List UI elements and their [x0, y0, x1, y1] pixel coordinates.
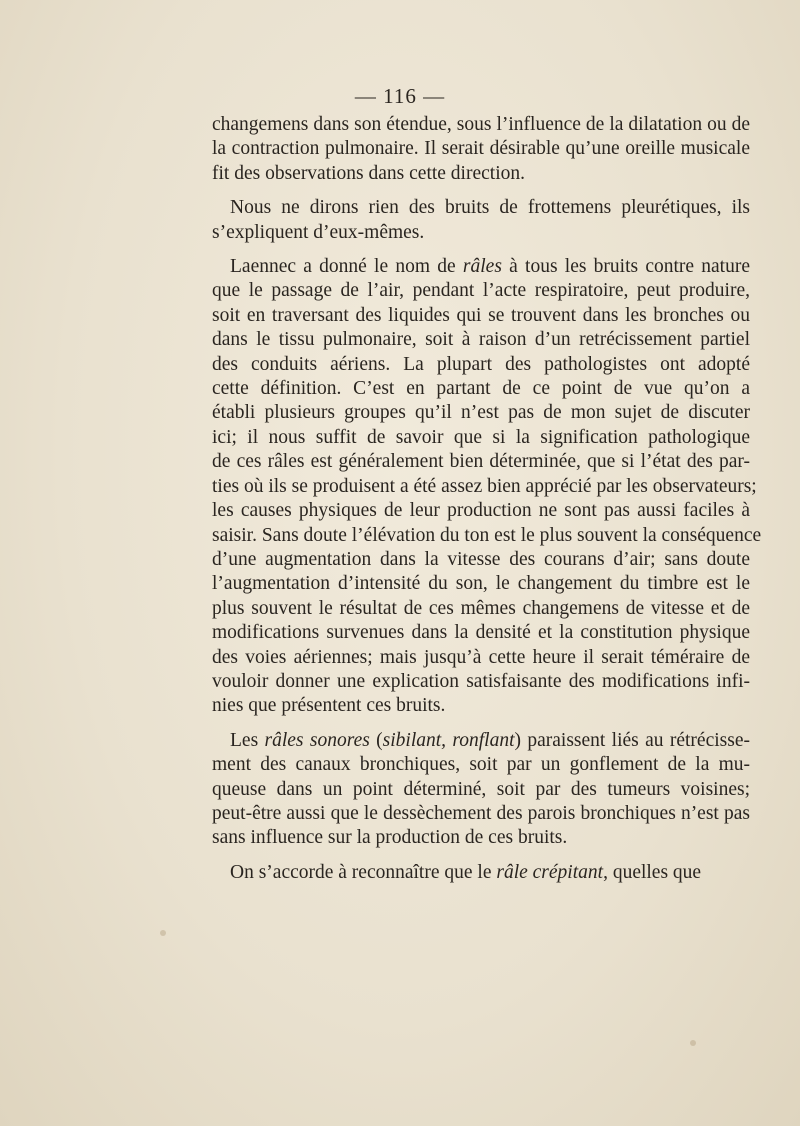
text-line: Les râles sonores (sibilant, ronflant) paraissent liés au rétrécisse-: [230, 729, 750, 751]
text-line: queuse dans un point déterminé, soit par des tumeurs voisines;: [212, 778, 750, 800]
text-line: peut-être aussi que le dessèchement des parois bronchiques n’est pas: [212, 802, 750, 824]
text-line: s’expliquent d’eux-mêmes.: [212, 221, 425, 243]
paper-stain: [160, 930, 166, 936]
text-line: de ces râles est généralement bien déterminée, que si l’état des par-: [212, 451, 750, 473]
text-line: On s’accorde à reconnaître que le râle crépitant, quelles que: [230, 861, 702, 883]
paper-stain: [690, 1040, 696, 1046]
text-line: dans le tissu pulmonaire, soit à raison d’un retrécissement partiel: [212, 329, 750, 351]
text-line: saisir. Sans doute l’élévation du ton est le plus souvent la conséquence: [212, 524, 762, 546]
paragraph: [212, 861, 750, 885]
text-line: ment des canaux bronchiques, soit par un gonflement de la mu-: [212, 754, 750, 776]
text-line: établi plusieurs groupes qu’il n’est pas de mon sujet de discuter: [212, 402, 750, 424]
text-line: ici; il nous suffit de savoir que si la signification pathologique: [212, 426, 750, 448]
text-line: ties où ils se produisent a été assez bien apprécié par les observateurs;: [212, 475, 757, 497]
text-line: la contraction pulmonaire. Il serait désirable qu’une oreille musicale: [212, 138, 750, 160]
paragraph-gap: [212, 851, 750, 861]
text-line: cette définition. C’est en partant de ce point de vue qu’on a: [212, 378, 750, 400]
italic-term: râles: [462, 256, 502, 278]
page-number: — 116 —: [354, 84, 446, 108]
text-line: que le passage de l’air, pendant l’acte respiratoire, peut produire,: [212, 280, 750, 302]
paragraph: [212, 196, 750, 245]
text-line: plus souvent le résultat de ces mêmes changemens de vitesse et de: [212, 597, 750, 619]
text-line: sans influence sur la production de ces bruits.: [212, 827, 568, 849]
italic-term: râle crépitant: [496, 861, 604, 883]
text-line: l’augmentation d’intensité du son, le changement du timbre est le: [212, 573, 750, 595]
text-line: Laennec a donné le nom de râles à tous les bruits contre nature: [230, 256, 750, 278]
italic-term: sibilant, ronflant: [382, 729, 515, 751]
text-line: soit en traversant des liquides qui se trouvent dans les bronches ou: [212, 304, 750, 326]
text-line: les causes physiques de leur production ne sont pas aussi faciles à: [212, 500, 750, 522]
text-line: des voies aériennes; mais jusqu’à cette heure il serait téméraire de: [212, 646, 750, 668]
text-line: fit des observations dans cette direction.: [212, 162, 525, 184]
text-line: changemens dans son étendue, sous l’influence de la dilatation ou de: [212, 114, 750, 135]
paragraph: [212, 113, 750, 186]
paragraph-gap: [212, 719, 750, 729]
paragraph-gap: [212, 186, 750, 196]
text-line: nies que présentent ces bruits.: [212, 695, 446, 717]
body-text: [212, 113, 762, 885]
italic-term: râles sonores: [264, 729, 370, 751]
text-line: vouloir donner une explication satisfaisante des modifications infi-: [212, 670, 750, 692]
paragraph: [212, 729, 750, 851]
text-line: Nous ne dirons rien des bruits de frottemens pleurétiques, ils: [230, 197, 750, 219]
text-line: des conduits aériens. La plupart des pathologistes ont adopté: [212, 353, 750, 375]
text-line: modifications survenues dans la densité et la constitution physique: [212, 622, 750, 644]
text-line: d’une augmentation dans la vitesse des courans d’air; sans doute: [212, 548, 750, 570]
paragraph-gap: [212, 245, 750, 255]
paragraph: [212, 255, 762, 719]
